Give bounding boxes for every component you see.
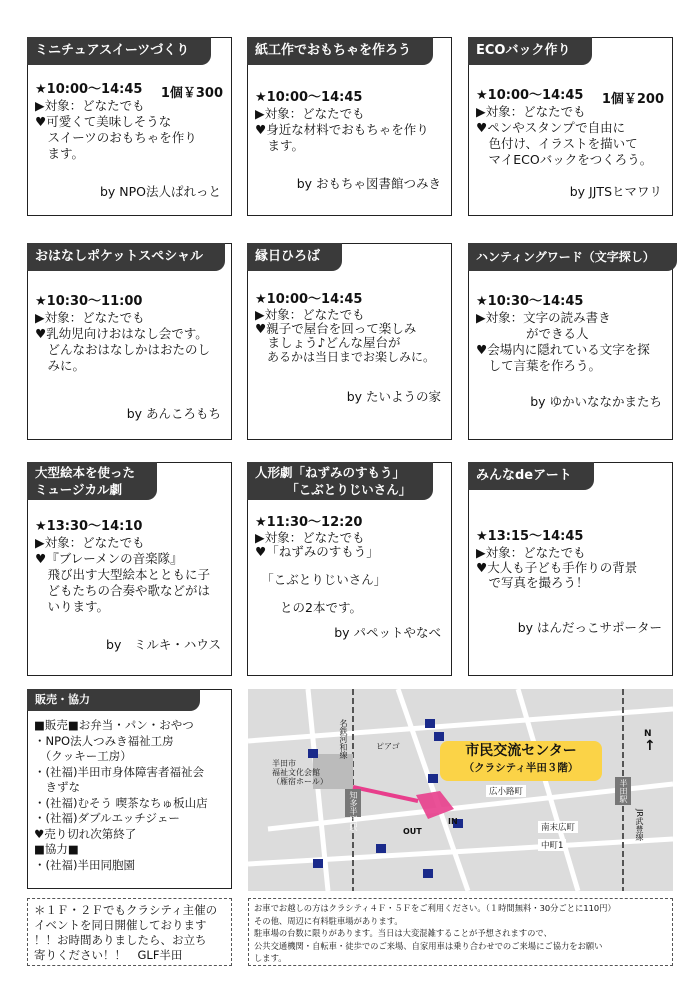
map-label: （雁宿ホール） xyxy=(272,777,328,786)
card-by: by NPO法人ぱれっと xyxy=(99,184,221,199)
card-line: ♥『ブレーメンの音楽隊』 xyxy=(35,551,183,566)
card-paper-craft xyxy=(247,37,452,216)
note-line: ！！お時間ありましたら、お立ち xyxy=(34,933,207,947)
card-line: して言葉を作ろう。 xyxy=(476,358,602,373)
map-center-callout xyxy=(440,741,602,781)
card-line xyxy=(255,587,445,601)
map-label: JR武豊線 xyxy=(635,809,644,841)
map-label: 南末広町 xyxy=(538,821,578,833)
map-label: OUT xyxy=(403,827,422,836)
card-line: ♥親子で屋台を回って楽しみ xyxy=(255,321,417,336)
map-label: 名鉄河和線 xyxy=(339,719,348,759)
card-line: ▶対象：どなたでも xyxy=(35,535,145,550)
map-label: 知多半田駅 xyxy=(349,791,358,831)
map-center-sub: （クラシティ半田３階） xyxy=(463,762,579,774)
card-time: ★10:30～14:45 xyxy=(476,294,584,309)
map-label: 半田市 xyxy=(272,759,296,768)
card-time: ★10:00～14:45 xyxy=(35,82,143,97)
card-ennichi xyxy=(247,243,452,440)
card-line: マイECOバックをつくろう。 xyxy=(476,152,653,167)
note-line: ＊１Ｆ・２Ｆでもクラシティ主催の xyxy=(34,903,218,917)
map-label: N xyxy=(644,729,652,739)
card-by: by あんころもち xyxy=(126,406,221,421)
card-time: ★13:30～14:10 xyxy=(35,519,143,534)
note-line: 公共交通機関・自転車・徒歩でのご来場、自家用車は乗り合わせでのご来場にご協力をお願い xyxy=(254,940,603,951)
card-line: ▶対象：どなたでも xyxy=(35,310,145,325)
sales-line: ■販売■お弁当・パン・おやつ xyxy=(34,718,194,732)
card-line: ましょう♪どんな屋台が xyxy=(255,335,401,350)
note-line: 寄りください！！ GLF半田 xyxy=(34,948,183,962)
card-line: ▶対象：どなたでも xyxy=(476,104,586,119)
note-line: お車でお越しの方はクラシティ４Ｆ・５Ｆをご利用ください。（１時間無料・30分ごとに110円） xyxy=(254,903,616,913)
card-puppet-show xyxy=(247,462,452,676)
map-label: 福祉文化会館 xyxy=(272,768,320,777)
card-title: みんなdeアート xyxy=(468,462,594,490)
card-title-line2: 「こぶとりじいさん」 xyxy=(255,482,412,497)
card-time: ★10:30～11:00 xyxy=(35,294,143,309)
card-by: by ゆかいななかまたち xyxy=(530,394,662,409)
card-time: ★13:15～14:45 xyxy=(476,529,584,544)
map-label: IN xyxy=(448,817,458,826)
card-line: ▶対象：どなたでも xyxy=(255,307,365,322)
card-title-line1: 人形劇「ねずみのすもう」 xyxy=(255,465,406,480)
card-line xyxy=(255,559,445,573)
card-line: ♥身近な材料でおもちゃを作り xyxy=(255,122,429,137)
card-hunting-word xyxy=(468,243,673,440)
card-line: 「こぶとりじいさん」 xyxy=(255,572,387,587)
sales-line: ・(社福)半田市身体障害者福祉会 xyxy=(34,764,204,779)
card-line: あるかは当日までお楽しみに。 xyxy=(255,350,436,364)
card-line: ます。 xyxy=(255,138,305,153)
map-hall-label xyxy=(272,759,328,786)
note-left xyxy=(27,898,232,966)
map-label: 半田駅 xyxy=(619,779,628,803)
card-eco-bag xyxy=(468,37,673,216)
card-line: ます。 xyxy=(35,146,85,161)
card-line: ▶対象：文字の読み書き xyxy=(476,310,611,325)
access-map xyxy=(248,689,673,891)
card-title-line2: ミュージカル劇 xyxy=(35,482,123,497)
card-line: どもたちの合奏や歌などがは xyxy=(35,583,211,598)
card-price: 1個￥300 xyxy=(160,86,223,101)
card-line: ♥「ねずみのすもう」 xyxy=(255,544,379,559)
sales-line: ・(社福)ダブルエッチジェー xyxy=(34,811,180,825)
card-title: ECOバック作り xyxy=(468,37,592,65)
card-title xyxy=(27,462,157,500)
card-line: ♥可愛くて美味しそうな xyxy=(35,114,172,129)
note-line: その他、周辺に有料駐車場があります。 xyxy=(254,915,403,926)
card-by: by たいようの家 xyxy=(346,389,441,404)
sales-line: ・NPO法人つみき福祉工房 xyxy=(34,733,174,748)
card-line: ▶対象：どなたでも xyxy=(255,106,365,121)
card-line: ▶対象：どなたでも xyxy=(476,545,586,560)
sales-line: ・(社福)半田同胞園 xyxy=(34,857,135,872)
card-line: ♥ペンやスタンプで自由に xyxy=(476,120,626,135)
card-title: ミニチュアスイーツづくり xyxy=(27,37,211,65)
card-by: by JJTSヒマワリ xyxy=(569,184,662,199)
north-icon: N ↑ xyxy=(644,729,656,754)
sales-line: （クッキー工房） xyxy=(34,749,132,763)
card-musical xyxy=(27,462,232,676)
card-title: ハンティングワード（文字探し） xyxy=(468,243,677,271)
card-by: by はんだっこサポーター xyxy=(517,620,662,635)
note-right xyxy=(248,898,673,966)
map-graphic xyxy=(248,689,673,891)
card-time: ★11:30～12:20 xyxy=(255,515,363,530)
note-line: イベントを同日開催しております xyxy=(34,918,207,932)
card-title-line1: 大型絵本を使った xyxy=(35,465,136,480)
card-line: ▶対象：どなたでも xyxy=(35,98,145,113)
sales-title: 販売・協力 xyxy=(27,689,200,711)
sales-line: ♥売り切れ次第終了 xyxy=(34,826,137,841)
card-line: ♥乳幼児向けおはなし会です。 xyxy=(35,326,208,341)
sales-line: ・(社福)むそう 喫茶なちゅ板山店 xyxy=(34,795,208,810)
card-by: by おもちゃ図書館つみき xyxy=(296,176,441,191)
map-label: 広小路町 xyxy=(486,785,526,797)
card-line: ができる人 xyxy=(476,326,589,341)
sales-line: きずな xyxy=(34,780,80,794)
sales-box xyxy=(27,689,232,889)
card-story-pocket xyxy=(27,243,232,440)
card-by: by パペットやなべ xyxy=(334,625,441,640)
card-minna-de-art xyxy=(468,462,673,676)
card-by: by ミルキ・ハウス xyxy=(106,637,221,652)
card-line: ▶対象：どなたでも xyxy=(255,530,365,545)
card-line: ♥大人も子ども手作りの背景 xyxy=(476,560,638,575)
card-line: 飛び出す大型絵本とともに子 xyxy=(35,567,211,582)
card-line: どんなおはなしかはおたのし xyxy=(35,342,211,357)
card-line: で写真を撮ろう！ xyxy=(476,575,589,590)
card-line: みに。 xyxy=(35,358,86,373)
card-line: ♥会場内に隠れている文字を探 xyxy=(476,342,650,357)
card-title: 縁日ひろば xyxy=(247,243,342,271)
card-time: ★10:00～14:45 xyxy=(255,292,363,307)
card-title: 紙工作でおもちゃを作ろう xyxy=(247,37,433,65)
card-line: いります。 xyxy=(35,599,110,614)
card-miniature-sweets xyxy=(27,37,232,216)
sales-line: ■協力■ xyxy=(34,842,79,856)
map-label: 中町1 xyxy=(538,839,566,851)
note-line: します。 xyxy=(254,953,287,963)
card-line: スイーツのおもちゃを作り xyxy=(35,130,197,145)
card-title: おはなしポケットスペシャル xyxy=(27,243,225,271)
card-line: 色付け、イラストを描いて xyxy=(476,136,638,151)
card-title xyxy=(247,462,433,500)
card-line: との2本です。 xyxy=(255,600,362,615)
card-price: 1個￥200 xyxy=(601,92,664,107)
card-time: ★10:00～14:45 xyxy=(476,88,584,103)
card-time: ★10:00～14:45 xyxy=(255,90,363,105)
note-line: 駐車場の台数に限りがあります。当日は大変混雑することが予想されますので、 xyxy=(254,928,552,938)
map-label: ピアゴ xyxy=(376,742,400,751)
map-center-label: 市民交流センター xyxy=(465,743,577,759)
